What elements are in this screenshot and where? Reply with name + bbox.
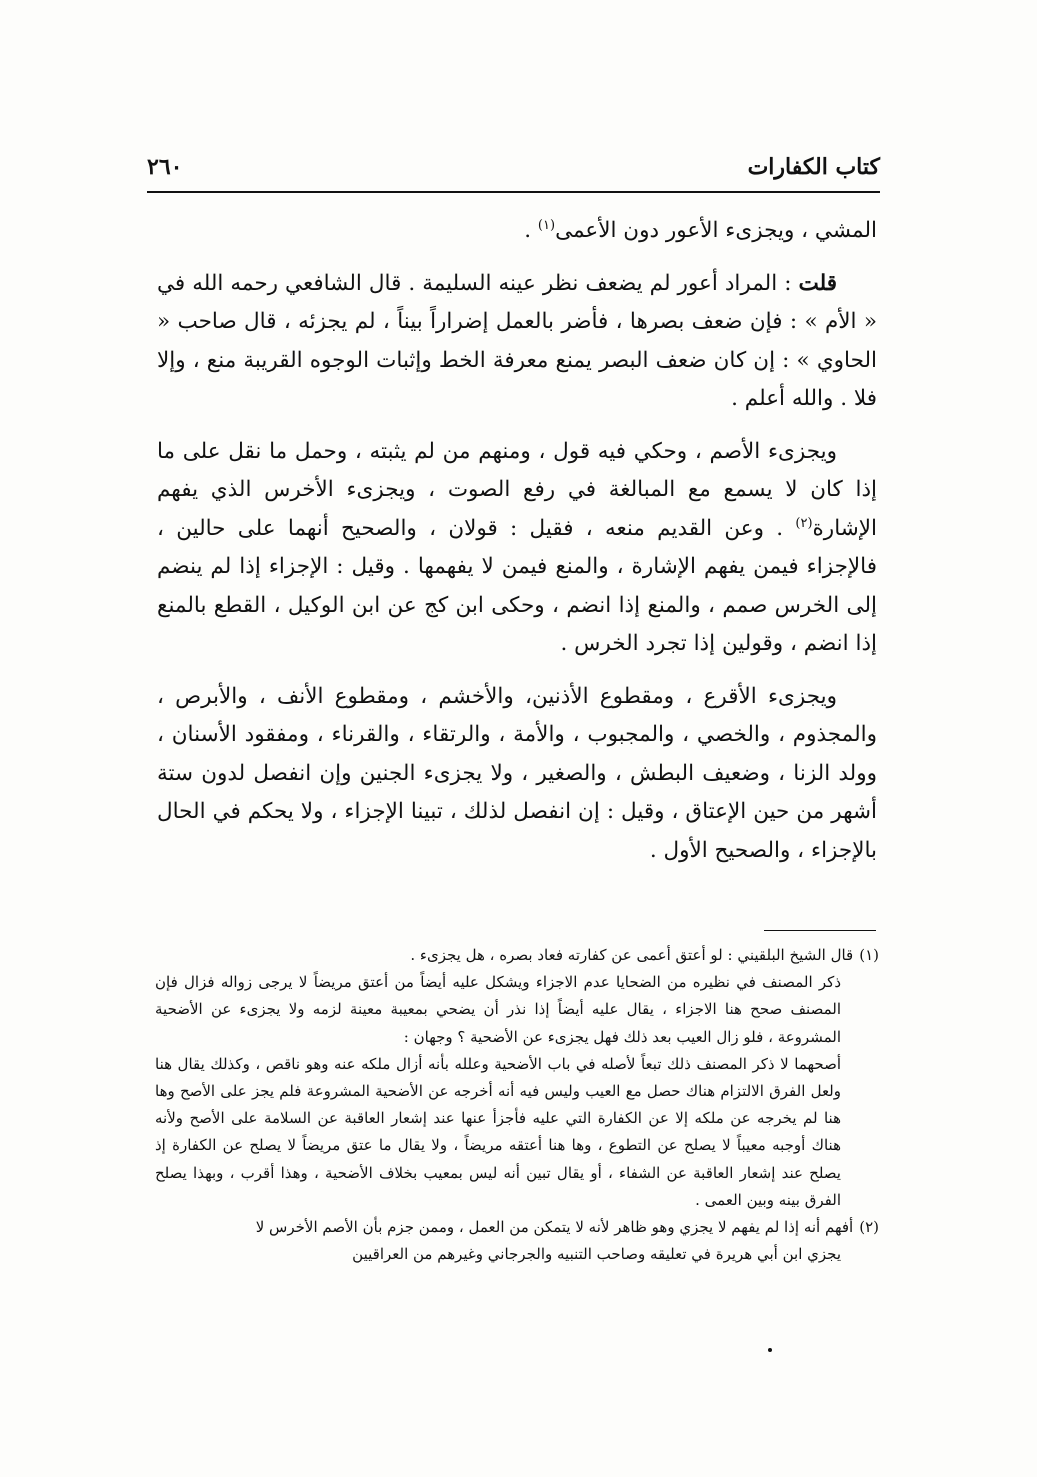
footnote-2-first: أفهم أنه إذا لم يفهم لا يجزي وهو ظاهر لأنه لا يتمكن من العمل ، وممن جزم بأن الأصم الأخرس لا [255, 1218, 854, 1237]
footnote-divider [764, 930, 876, 931]
footnote-2 [155, 1214, 879, 1241]
footnote-2-number: (٢) [859, 1218, 879, 1237]
footnote-1-first: قال الشيخ البلقيني : لو أعتق أعمى عن كفارته فعاد بصره ، هل يجزىء . [410, 946, 854, 964]
paragraph-4 [157, 678, 877, 871]
footnote-ref-2[interactable]: (٢) [795, 515, 813, 531]
paragraph-1 [157, 212, 877, 251]
paragraph-1-end: . [524, 218, 538, 243]
paragraph-1-text: المشي ، ويجزىء الأعور دون الأعمى [555, 218, 877, 243]
footnote-1 [155, 942, 879, 969]
main-text [157, 212, 877, 884]
footnotes [155, 942, 879, 1268]
paragraph-3 [157, 433, 877, 664]
footnote-1-number: (١) [859, 946, 879, 964]
paragraph-3-text-a: ويجزىء الأصم ، وحكي فيه قول ، ومنهم من لم يثبته ، وحمل ما نقل على ما إذا كان لا يسمع مع المبالغة في رفع الصوت ، ويجزىء الأخرس الذي يفهم الإشارة [157, 438, 877, 541]
page-number: ٢٦٠ [147, 154, 183, 180]
paragraph-2-text: : المراد أعور لم يضعف نظر عينه السليمة . قال الشافعي رحمه الله في « الأم » : فإن ضعف بصرها ، فأضر بالعمل إضراراً بيناً ، لم يجزئه ، قال صاحب « الحاوي » : إن كان ضعف البصر يمنع معرفة الخط وإثبات الوجوه القريبة منع ، وإلا فلا . والله أعلم . [157, 270, 877, 411]
header-divider [147, 191, 880, 193]
chapter-title: كتاب الكفارات [747, 154, 880, 180]
footnote-1-cont-2: أصحهما لا ذكر المصنف ذلك تبعاً لأصله في باب الأضحية وعلله بأنه أزال ملكه عنه وهو ناقص ، وكذلك يقال هنا ولعل الفرق الالتزام هناك حصل مع العيب وليس فيه أنه أخرجه عن الأضحية المشروعة فلم يجز على الأصح وها هنا لم يخرجه عن ملكه إلا عن الكفارة التي عليه فأجزأ عنها عند إشعار العاقبة عن السلامة على الأصح ولأنه هناك أوجبه معيباً لا يصلح عن التطوع ، وها هنا أعتقه مريضاً ، ولا يقال ما عتق مريضاً لا يصلح عن الكفارة إذ يصلح عند إشعار العاقبة عن الشفاء ، أو يقال تبين أنه ليس بمعيب بخلاف الأضحية ، وهذا أقرب ، وبهذا يصلح الفرق بينه وبين العمى . [155, 1054, 841, 1209]
footnote-1-cont-1: ذكر المصنف في نظيره من الضحايا عدم الاجزاء ويشكل عليه أيضاً من أعتق مريضاً لا يرجى زواله فزال فإن المصنف صحح هنا الاجزاء ، يقال عليه أيضاً إذا نذر أن يضحي بمعيبة معينة لزمه ولا يجزىء عن الأضحية المشروعة ، فلو زال العيب بعد ذلك فهل يجزىء عن الأضحية ؟ وجهان : [155, 973, 841, 1046]
stray-dot [768, 1348, 772, 1352]
paragraph-3-text-b: . وعن القديم منعه ، فقيل : قولان ، والصحيح أنهما على حالين ، فالإجزاء فيمن يفهم الإشارة ، والمنع فيمن لا يفهمها . وقيل : الإجزاء إذا لم ينضم إلى الخرس صمم ، والمنع إذا انضم ، وحكى ابن كج عن ابن الوكيل ، القطع بالمنع إذا انضم ، وقولين إذا تجرد الخرس . [157, 515, 877, 656]
footnote-ref-1[interactable]: (١) [537, 217, 556, 233]
paragraph-2-lead: قلت [798, 270, 837, 296]
paragraph-2 [157, 265, 877, 419]
paragraph-4-text: ويجزىء الأقرع ، ومقطوع الأذنين، والأخشم ، ومقطوع الأنف ، والأبرص ، والمجذوم ، والخصي ، والمجبوب ، والأمة ، والرتقاء ، والقرناء ، ومفقود الأسنان ، وولد الزنا ، وضعيف البطش ، والصغير ، ولا يجزىء الجنين وإن انفصل لدون ستة أشهر من حين الإعتاق ، وقيل : إن انفصل لذلك ، تبينا الإجزاء ، ولا يحكم في الحال بالإجزاء ، والصحيح الأول . [157, 683, 877, 863]
footnote-2-cont: يجزي ابن أبي هريرة في تعليقه وصاحب التنبيه والجرجاني وغيرهم من العراقيين [352, 1245, 841, 1264]
running-header [147, 150, 880, 186]
